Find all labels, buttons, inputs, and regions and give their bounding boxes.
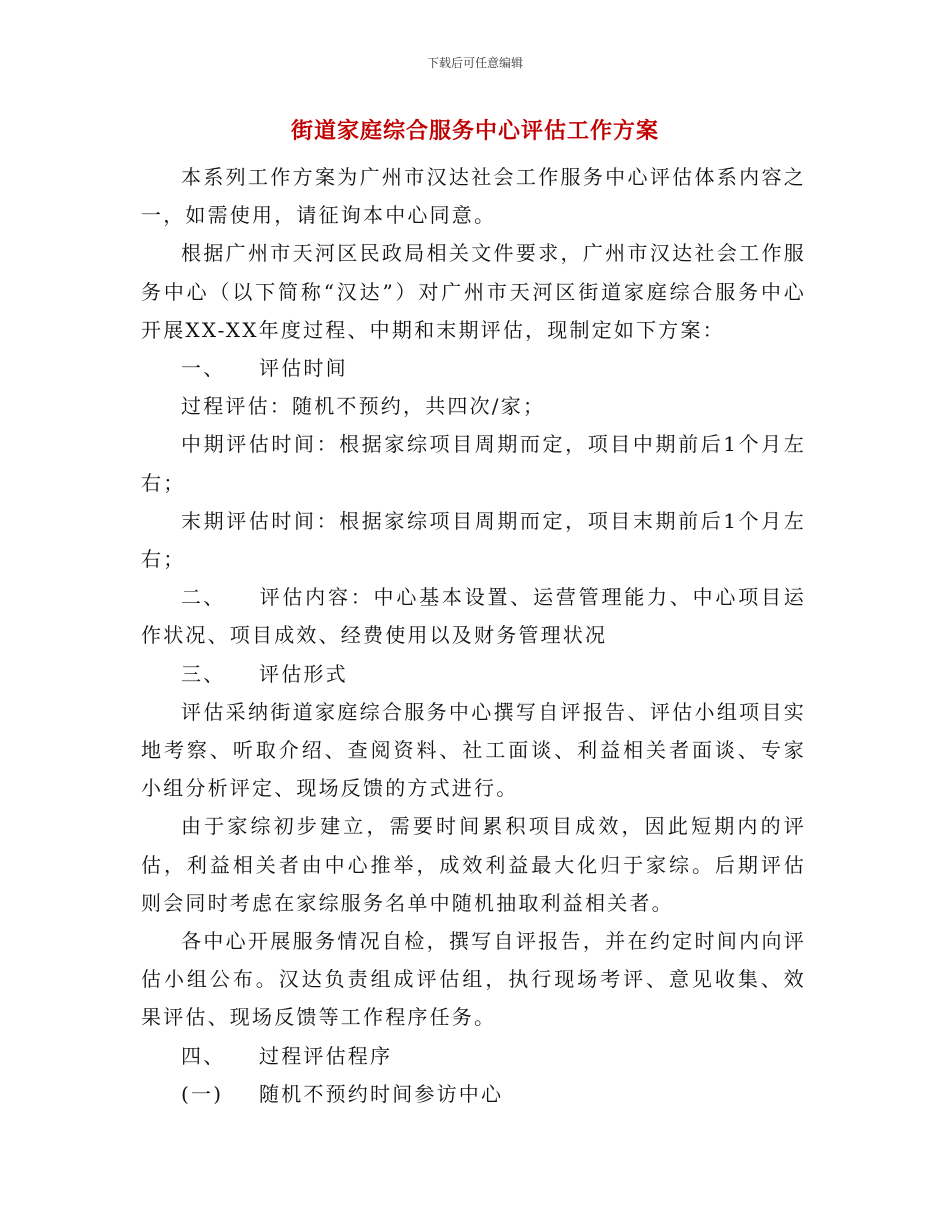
section-number: 三、 [181,661,226,686]
section-number: 一、 [181,356,226,381]
section-number: 二、 [181,585,226,610]
section-heading-2 [141,578,806,654]
section-heading-1 [141,349,806,387]
document-title: 街道家庭综合服务中心评估工作方案 [290,118,659,144]
section-title: 评估内容：中心基本设置、运营管理能力、中心项目运作状况、项目成效、经费使用以及财务管理状况 [141,585,806,648]
paragraph-eval-form: 评估采纳街道家庭综合服务中心撰写自评报告、评估小组项目实地考察、听取介绍、查阅资料、社工面谈、利益相关者面谈、专家小组分析评定、现场反馈的方式进行。 [141,699,806,801]
subsection-heading-1 [141,1075,806,1113]
section-title: 评估形式 [259,661,348,686]
paragraph-process-eval: 过程评估：随机不预约，共四次/家； [181,394,546,419]
paragraph-intro: 本系列工作方案为广州市汉达社会工作服务中心评估体系内容之一，如需使用，请征询本中心同意。 [141,165,806,228]
section-heading-3 [141,655,806,693]
header-note: 下载后可任意编辑 [426,56,523,70]
section-heading-4 [141,1037,806,1075]
paragraph-self-check: 各中心开展服务情况自检，撰写自评报告，并在约定时间内向评估小组公布。汉达负责组成评估组，执行现场考评、意见收集、效果评估、现场反馈等工作程序任务。 [141,929,806,1030]
subsection-number: (一) [181,1081,224,1106]
paragraph-stakeholders: 由于家综初步建立，需要时间累积项目成效，因此短期内的评估，利益相关者由中心推举，成效利益最大化归于家综。后期评估则会同时考虑在家综服务名单中随机抽取利益相关者。 [141,814,806,915]
paragraph-midterm-eval: 中期评估时间：根据家综项目周期而定，项目中期前后1个月左右； [141,432,806,495]
document-body [141,158,806,1113]
subsection-title: 随机不预约时间参访中心 [259,1081,504,1106]
section-title: 评估时间 [259,356,348,381]
section-title: 过程评估程序 [259,1043,393,1068]
paragraph-background: 根据广州市天河区民政局相关文件要求，广州市汉达社会工作服务中心（以下简称“汉达”）对广州市天河区街道家庭综合服务中心开展XX-XX年度过程、中期和末期评估，现制定如下方案： [141,241,806,342]
section-number: 四、 [181,1043,226,1068]
paragraph-final-eval: 末期评估时间：根据家综项目周期而定，项目末期前后1个月左右； [141,508,806,572]
